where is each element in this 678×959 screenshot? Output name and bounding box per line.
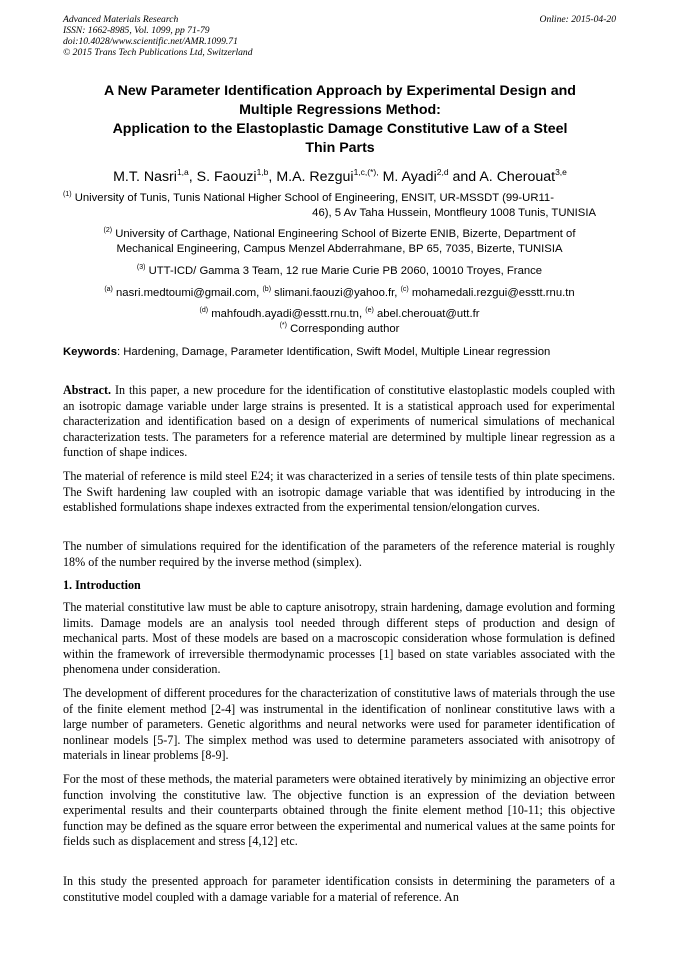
- author-sep: ,: [268, 169, 277, 185]
- author-name: A. Cherouat: [479, 169, 556, 185]
- affiliation-text: University of Tunis, Tunis National Higher School of Engineering, ENSIT, UR-MSSDT (99-UR11-: [71, 192, 554, 204]
- author-sup: 1,b: [256, 167, 269, 177]
- email-mark: (a): [104, 286, 113, 293]
- affiliation-2: [63, 227, 616, 257]
- abstract-paragraph: The material of reference is mild steel E24; it was characterized in a series of tensile tests of thin plate specimens. The Swift hardening law coupled with an isotropic damage variable that was identified by introducing in the established formulations shape indexes extracted from the experimental tension/elongation curves.: [63, 469, 615, 514]
- online-date: Online: 2015-04-20: [539, 14, 616, 25]
- email-b: slimani.faouzi@yahoo.fr,: [271, 287, 401, 299]
- email-c: mohamedali.rezgui@esstt.rnu.tn: [408, 287, 575, 299]
- title-line: A New Parameter Identification Approach by Experimental Design and: [104, 83, 576, 99]
- section-heading: 1. Introduction: [63, 578, 141, 592]
- abstract-text: In this paper, a new procedure for the identification of constitutive elastoplastic models coupled with an isotropic damage variable under large strains is presented. It is a statistical approach used for experimental characterization and identification based on a design of experiments of numerical simulations of mechanical characterization tests. The parameters for a reference material are determined by multiple linear regression as a function of shape indices.: [63, 383, 615, 459]
- affiliation-3: [63, 264, 616, 279]
- affiliation-mark: (1): [63, 191, 72, 198]
- email-mark: (d): [199, 307, 209, 314]
- intro-paragraph: For the most of these methods, the material parameters were obtained iteratively by minimizing an objective error function involving the constitutive law. The objective function is an expression of the deviation between experimental results and their counterparts obtained through the finite element method [10-11; this objective function may be defined as the square error between the experimental and numerical values at the same points for fields such as displacement and stress [4,12] etc.: [63, 772, 615, 848]
- email-mark: (e): [365, 307, 374, 314]
- author-list: [40, 167, 640, 187]
- email-mark: (b): [262, 286, 272, 293]
- copyright: © 2015 Trans Tech Publications Ltd, Switzerland: [63, 47, 253, 58]
- author-sup: 1,c,(*),: [353, 167, 379, 177]
- affiliation-mark: (2): [103, 227, 113, 234]
- email-d: mahfoudh.ayadi@esstt.rnu.tn,: [208, 308, 366, 320]
- intro-paragraph: The material constitutive law must be able to capture anisotropy, strain hardening, damage evolution and forming limits. Damage models are an analysis tool needed through different steps of production and design of mechanical parts. Most of these models are based on a macroscopic consideration whose formulation is defined within the framework of irreversible thermodynamic processes [1] based on state variables associated with the phenomena under consideration.: [63, 600, 615, 676]
- issn: ISSN: 1662-8985, Vol. 1099, pp 71-79: [63, 25, 210, 36]
- author-name: S. Faouzi: [196, 169, 257, 185]
- abstract-paragraph: [63, 383, 615, 461]
- keywords-label: Keywords: [63, 346, 117, 358]
- title-line: Application to the Elastoplastic Damage Constitutive Law of a Steel: [112, 121, 568, 137]
- title-line: Thin Parts: [305, 140, 375, 156]
- author-name: M.A. Rezgui: [276, 169, 354, 185]
- intro-paragraph: In this study the presented approach for parameter identification consists in determining the parameters of a constitutive model coupled with a damage variable for a material of reference. An: [63, 874, 615, 904]
- author-sep: and: [448, 169, 480, 185]
- author-name: M. Ayadi: [382, 169, 437, 185]
- author-sup: 1,a: [176, 167, 189, 177]
- affiliation-text: Mechanical Engineering, Campus Menzel Abderrahmane, BP 65, 7035, Bizerte, TUNISIA: [116, 243, 563, 255]
- author-sep: ,: [188, 169, 197, 185]
- corresponding-mark: (*): [279, 322, 287, 329]
- affiliation-text: UTT-ICD/ Gamma 3 Team, 12 rue Marie Curie PB 2060, 10010 Troyes, France: [145, 265, 543, 277]
- paper-title: [60, 82, 620, 158]
- keywords: [63, 346, 550, 358]
- title-line: Multiple Regressions Method:: [239, 102, 441, 118]
- intro-paragraph: The development of different procedures for the characterization of constitutive laws of materials through the use of the finite element method [2-4] was instrumental in the identification of nonlinear constitutive laws with a large number of parameters. Genetic algorithms and neural networks were used for parameter identification of nonlinear models [5-7]. The simplex method was used to determine parameters associated with anisotropy of materials in linear problems [8-9].: [63, 686, 615, 762]
- corresponding-author-note: Corresponding author: [286, 323, 400, 335]
- email-a: nasri.medtoumi@gmail.com,: [112, 287, 263, 299]
- keywords-text: : Hardening, Damage, Parameter Identification, Swift Model, Multiple Linear regression: [117, 346, 551, 358]
- email-mark: (c): [400, 286, 409, 293]
- email-line-1: [63, 286, 616, 301]
- journal-name: Advanced Materials Research: [63, 14, 179, 25]
- doi: doi:10.4028/www.scientific.net/AMR.1099.71: [63, 36, 238, 47]
- affiliation-mark: (3): [136, 264, 146, 271]
- email-line-2: [63, 307, 616, 337]
- author-sup: 3,e: [555, 167, 567, 177]
- journal-header: [63, 14, 616, 58]
- email-e: abel.cherouat@utt.fr: [373, 308, 480, 320]
- abstract-label: Abstract.: [63, 383, 112, 397]
- author-sup: 2,d: [436, 167, 449, 177]
- affiliation-text: University of Carthage, National Engineering School of Bizerte ENIB, Bizerte, Department of: [112, 228, 576, 240]
- author-name: M.T. Nasri: [113, 169, 177, 185]
- abstract-paragraph: The number of simulations required for the identification of the parameters of the reference material is roughly 18% of the number required by the inverse method (simplex).: [63, 539, 615, 569]
- affiliation-1: [63, 191, 616, 221]
- affiliation-text: 46), 5 Av Taha Hussein, Montfleury 1008 Tunis, TUNISIA: [312, 207, 596, 219]
